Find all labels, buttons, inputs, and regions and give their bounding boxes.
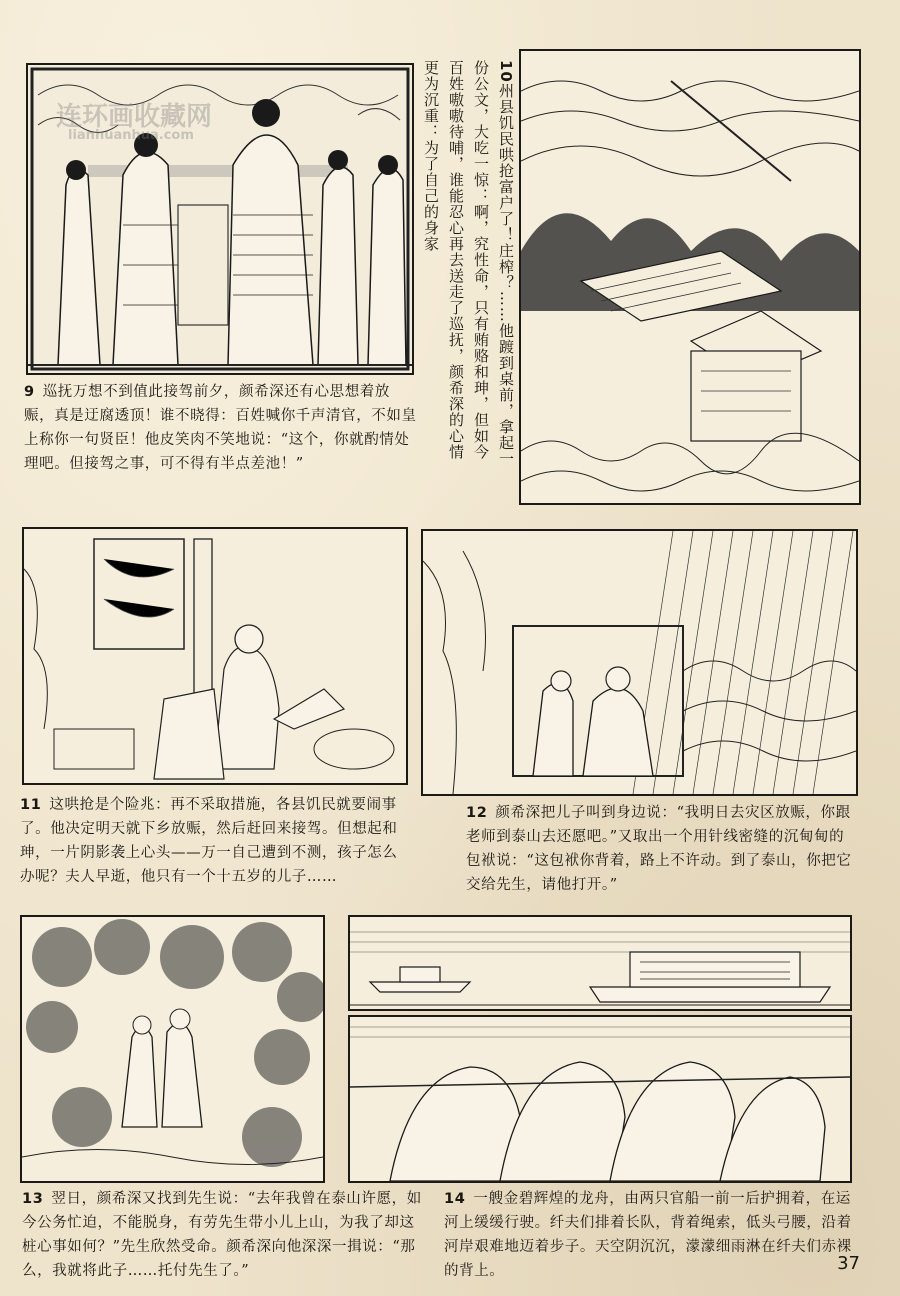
panel-13-illustration: [20, 915, 325, 1183]
panel-10-illustration: [519, 49, 861, 505]
caption-11-number: 11: [20, 797, 42, 813]
caption-10-number: 10: [497, 60, 515, 83]
panel-14-trackers-illustration: [348, 1015, 852, 1183]
panel-12-illustration: [421, 529, 858, 796]
caption-13-number: 13: [22, 1191, 44, 1207]
caption-14: [444, 1187, 854, 1283]
caption-13-text: 翌日，颜希深又找到先生说：“去年我曾在泰山许愿，如今公务忙迫，不能脱身，有劳先生带小儿上山，为我了却这桩心事如何？”先生欣然受命。颜希深向他深深一揖说：“那么，我就将此子……托付先生了。”: [22, 1191, 422, 1279]
caption-9-number: 9: [24, 384, 35, 400]
caption-12-number: 12: [466, 805, 488, 821]
caption-13: [22, 1187, 424, 1283]
caption-11: [20, 793, 412, 889]
caption-12-text: 颜希深把儿子叫到身边说：“我明日去灾区放赈，你跟老师到泰山去还愿吧。”又取出一个用针线密缝的沉甸甸的包袱说：“这包袱你背着，路上不许动。到了泰山，你把它交给先生，请他打开。”: [466, 805, 852, 893]
panel-11-illustration: [22, 527, 408, 785]
panel-14-boats-illustration: [348, 915, 852, 1011]
caption-14-number: 14: [444, 1191, 466, 1207]
caption-11-text: 这哄抢是个险兆：再不采取措施，各县饥民就要闹事了。他决定明天就下乡放赈，然后赶回来接驾。但想起和珅，一片阴影袭上心头——万一自己遭到不测，孩子怎么办呢？夫人早逝，他只有一个十五岁的儿子……: [20, 797, 398, 885]
page-number: 37: [837, 1253, 860, 1274]
caption-9-text: 巡抚万想不到值此接驾前夕，颜希深还有心思想着放赈，真是迂腐透顶！谁不晓得：百姓喊你千声清官，不如皇上称你一句贤臣！他皮笑肉不笑地说：“这个，你就酌情处理吧。但接驾之事，可不得有半点差池！”: [24, 384, 417, 472]
watermark-text: 连环画收藏网: [56, 102, 213, 132]
caption-10: [418, 60, 518, 470]
caption-9: [24, 380, 418, 476]
caption-12: [466, 801, 856, 897]
watermark-url: lianhuanhua.com: [68, 128, 194, 143]
caption-14-text: 一艘金碧辉煌的龙舟，由两只官船一前一后护拥着，在运河上缓缓行驶。纤夫们排着长队，背着绳索，低头弓腰，沿着河岸艰难地迈着步子。天空阴沉沉，濛濛细雨淋在纤夫们赤裸的背上。: [444, 1191, 852, 1279]
caption-10-text: 州县饥民哄抢富户了！庄榨？……他踱到桌前，拿起一份公文，大吃一惊：啊，究性命，只有贿赂和珅，但如今百姓嗷嗷待哺，谁能忍心再去送走了巡抚，颜希深的心情更为沉重：为了自己的身家: [422, 60, 515, 467]
